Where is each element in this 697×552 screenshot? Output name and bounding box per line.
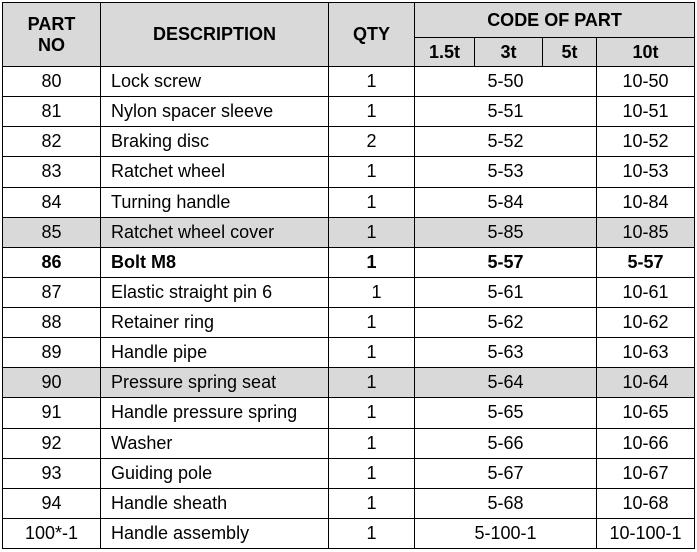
code-small-cell: 5-50 (415, 67, 597, 97)
part-no-header (3, 3, 101, 67)
code-10t-cell: 10-65 (597, 398, 695, 428)
qty-cell: 1 (329, 368, 415, 398)
part-no-cell: 93 (3, 458, 101, 488)
description-cell: Lock screw (101, 67, 329, 97)
code-10t-cell: 10-62 (597, 308, 695, 338)
code-10t-cell: 10-52 (597, 127, 695, 157)
code-10t-cell: 10-61 (597, 277, 695, 307)
qty-cell: 1 (329, 338, 415, 368)
code-10t-cell: 10-63 (597, 338, 695, 368)
code-small-cell: 5-85 (415, 217, 597, 247)
code-10t-cell: 10-68 (597, 488, 695, 518)
description-cell: Elastic straight pin 6 (101, 277, 329, 307)
part-no-cell: 89 (3, 338, 101, 368)
table-row (3, 428, 695, 458)
table-row (3, 308, 695, 338)
description-cell: Ratchet wheel (101, 157, 329, 187)
table-row (3, 398, 695, 428)
description-cell: Handle pressure spring (101, 398, 329, 428)
code-small-cell: 5-68 (415, 488, 597, 518)
description-cell: Turning handle (101, 187, 329, 217)
code-small-cell: 5-67 (415, 458, 597, 488)
table-row (3, 97, 695, 127)
description-cell: Guiding pole (101, 458, 329, 488)
parts-table (2, 2, 695, 549)
description-cell: Bolt M8 (101, 247, 329, 277)
code-10t-cell: 10-64 (597, 368, 695, 398)
part-no-cell: 85 (3, 217, 101, 247)
table-row-bold (3, 247, 695, 277)
description-cell: Nylon spacer sleeve (101, 97, 329, 127)
qty-header: QTY (329, 3, 415, 67)
part-no-cell: 88 (3, 308, 101, 338)
code-small-cell: 5-53 (415, 157, 597, 187)
description-cell: Retainer ring (101, 308, 329, 338)
description-cell: Ratchet wheel cover (101, 217, 329, 247)
table-row (3, 458, 695, 488)
part-no-cell: 86 (3, 247, 101, 277)
code-small-cell: 5-62 (415, 308, 597, 338)
qty-cell: 1 (329, 428, 415, 458)
qty-cell: 1 (329, 277, 415, 307)
table-row-highlighted (3, 368, 695, 398)
qty-cell: 1 (329, 97, 415, 127)
part-no-cell: 81 (3, 97, 101, 127)
qty-cell: 1 (329, 488, 415, 518)
code-of-part-header: CODE OF PART (415, 3, 695, 38)
code-small-cell: 5-66 (415, 428, 597, 458)
code-small-cell: 5-84 (415, 187, 597, 217)
size-header-10t: 10t (597, 38, 695, 67)
code-small-cell: 5-64 (415, 368, 597, 398)
code-small-cell: 5-51 (415, 97, 597, 127)
code-10t-cell: 10-66 (597, 428, 695, 458)
code-small-cell: 5-52 (415, 127, 597, 157)
part-no-cell: 87 (3, 277, 101, 307)
qty-cell: 1 (329, 217, 415, 247)
code-small-cell: 5-100-1 (415, 518, 597, 548)
description-cell: Washer (101, 428, 329, 458)
code-10t-cell: 10-67 (597, 458, 695, 488)
qty-cell: 1 (329, 67, 415, 97)
description-header: DESCRIPTION (101, 3, 329, 67)
qty-cell: 1 (329, 458, 415, 488)
table-row (3, 157, 695, 187)
part-no-cell: 91 (3, 398, 101, 428)
header-row (3, 3, 695, 38)
size-header-5t: 5t (543, 38, 597, 67)
description-cell: Pressure spring seat (101, 368, 329, 398)
part-no-cell: 84 (3, 187, 101, 217)
part-no-header-line2: NO (38, 34, 65, 55)
code-small-cell: 5-57 (415, 247, 597, 277)
part-no-cell: 80 (3, 67, 101, 97)
code-10t-cell: 5-57 (597, 247, 695, 277)
table-row (3, 277, 695, 307)
code-10t-cell: 10-51 (597, 97, 695, 127)
qty-cell: 1 (329, 518, 415, 548)
code-10t-cell: 10-50 (597, 67, 695, 97)
qty-cell: 1 (329, 308, 415, 338)
description-cell: Braking disc (101, 127, 329, 157)
code-small-cell: 5-65 (415, 398, 597, 428)
qty-cell: 1 (329, 398, 415, 428)
part-no-cell: 100*-1 (3, 518, 101, 548)
code-10t-cell: 10-100-1 (597, 518, 695, 548)
part-no-header-line1: PART (27, 13, 76, 34)
table-row (3, 518, 695, 548)
table-row (3, 187, 695, 217)
description-cell: Handle sheath (101, 488, 329, 518)
table-row (3, 67, 695, 97)
code-small-cell: 5-63 (415, 338, 597, 368)
qty-cell: 1 (329, 247, 415, 277)
code-10t-cell: 10-84 (597, 187, 695, 217)
qty-cell: 1 (329, 187, 415, 217)
table-row (3, 127, 695, 157)
part-no-cell: 82 (3, 127, 101, 157)
size-header-1-5t: 1.5t (415, 38, 475, 67)
qty-cell: 2 (329, 127, 415, 157)
table-row (3, 338, 695, 368)
code-10t-cell: 10-85 (597, 217, 695, 247)
table-row-highlighted (3, 217, 695, 247)
part-no-cell: 90 (3, 368, 101, 398)
part-no-cell: 92 (3, 428, 101, 458)
description-cell: Handle pipe (101, 338, 329, 368)
part-no-cell: 94 (3, 488, 101, 518)
qty-cell: 1 (329, 157, 415, 187)
part-no-cell: 83 (3, 157, 101, 187)
code-small-cell: 5-61 (415, 277, 597, 307)
size-header-3t: 3t (475, 38, 543, 67)
table-row (3, 488, 695, 518)
description-cell: Handle assembly (101, 518, 329, 548)
code-10t-cell: 10-53 (597, 157, 695, 187)
